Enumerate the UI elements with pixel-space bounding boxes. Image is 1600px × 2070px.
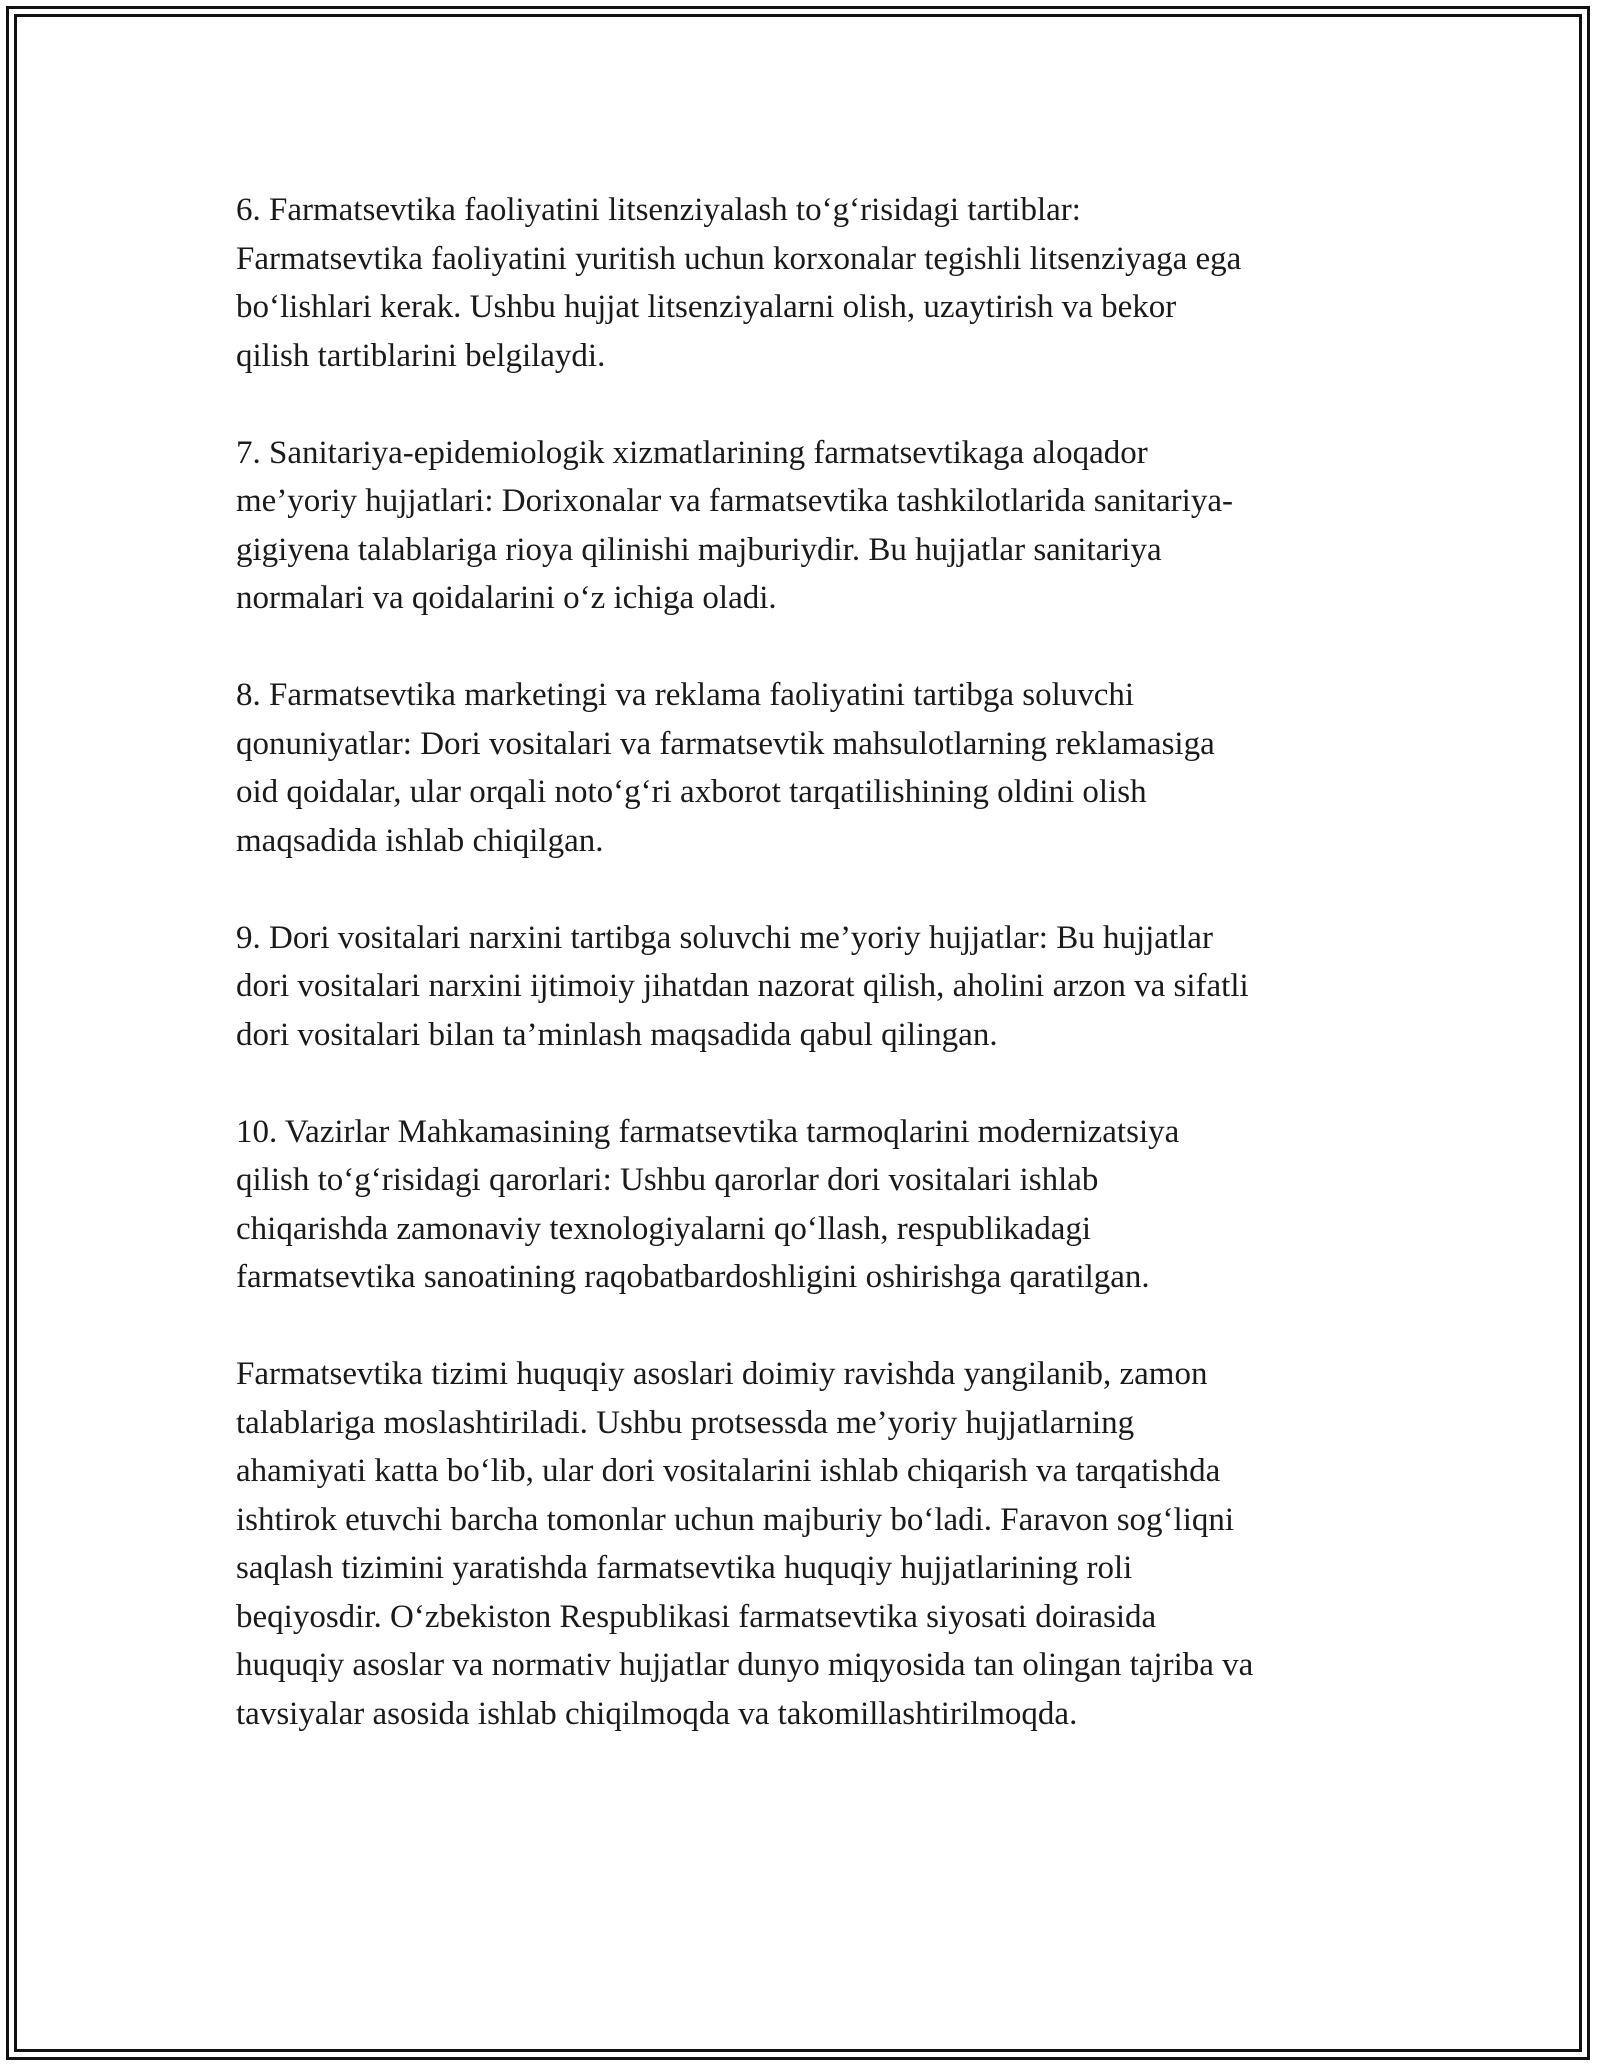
- text-line: huquqiy asoslar va normativ hujjatlar dunyo miqyosida tan olingan tajriba va: [236, 1647, 1254, 1683]
- text-line: 7. Sanitariya-epidemiologik xizmatlarining farmatsevtikaga aloqador: [236, 434, 1148, 471]
- text-line: ahamiyati katta bo‘lib, ular dori vositalarini ishlab chiqarish va tarqatishda: [236, 1453, 1221, 1489]
- text-line: dori vositalari bilan ta’minlash maqsadida qabul qilingan.: [236, 1016, 998, 1053]
- text-line: maqsadida ishlab chiqilgan.: [236, 822, 604, 859]
- paragraph-item-8: [236, 671, 1386, 865]
- paragraph-conclusion: [236, 1350, 1386, 1738]
- text-line: saqlash tizimini yaratishda farmatsevtika huquqiy hujjatlarining roli: [236, 1550, 1133, 1586]
- text-line: talablariga moslashtiriladi. Ushbu protsessda me’yoriy hujjatlarning: [236, 1404, 1135, 1441]
- text-line: qilish to‘g‘risidagi qarorlari: Ushbu qarorlar dori vositalari ishlab: [236, 1162, 1099, 1198]
- text-line: Farmatsevtika tizimi huquqiy asoslari doimiy ravishda yangilanib, zamon: [236, 1356, 1208, 1392]
- text-line: 6. Farmatsevtika faoliyatini litsenziyalash to‘g‘risidagi tartiblar:: [236, 192, 1081, 228]
- text-line: qonuniyatlar: Dori vositalari va farmatsevtik mahsulotlarning reklamasiga: [236, 725, 1215, 762]
- text-line: 9. Dori vositalari narxini tartibga soluvchi me’yoriy hujjatlar: Bu hujjatlar: [236, 919, 1213, 956]
- paragraph-item-7: [236, 429, 1386, 623]
- paragraph-item-10: [236, 1108, 1386, 1302]
- text-line: beqiyosdir. O‘zbekiston Respublikasi farmatsevtika siyosati doirasida: [236, 1598, 1157, 1635]
- paragraph-item-9: [236, 914, 1386, 1060]
- text-line: bo‘lishlari kerak. Ushbu hujjat litsenziyalarni olish, uzaytirish va bekor: [236, 289, 1177, 325]
- text-line: dori vositalari narxini ijtimoiy jihatdan nazorat qilish, aholini arzon va sifatli: [236, 968, 1249, 1004]
- text-line: chiqarishda zamonaviy texnologiyalarni qo‘llash, respublikadagi: [236, 1210, 1092, 1247]
- text-line: 8. Farmatsevtika marketingi va reklama faoliyatini tartibga soluvchi: [236, 677, 1135, 713]
- paragraph-item-6: [236, 186, 1386, 380]
- text-line: gigiyena talablariga rioya qilinishi majburiydir. Bu hujjatlar sanitariya: [236, 531, 1162, 568]
- text-line: tavsiyalar asosida ishlab chiqilmoqda va takomillashtirilmoqda.: [236, 1695, 1078, 1732]
- text-line: normalari va qoidalarini o‘z ichiga oladi.: [236, 580, 777, 616]
- text-line: oid qoidalar, ular orqali noto‘g‘ri axborot tarqatilishining oldini olish: [236, 774, 1147, 810]
- text-line: qilish tartiblarini belgilaydi.: [236, 337, 606, 374]
- text-line: 10. Vazirlar Mahkamasining farmatsevtika tarmoqlarini modernizatsiya: [236, 1113, 1180, 1150]
- document-body: [236, 186, 1386, 1787]
- text-line: farmatsevtika sanoatining raqobatbardoshligini oshirishga qaratilgan.: [236, 1259, 1150, 1295]
- text-line: me’yoriy hujjatlari: Dorixonalar va farmatsevtika tashkilotlarida sanitariya-: [236, 483, 1233, 519]
- text-line: ishtirok etuvchi barcha tomonlar uchun majburiy bo‘ladi. Faravon sog‘liqni: [236, 1501, 1235, 1538]
- text-line: Farmatsevtika faoliyatini yuritish uchun korxonalar tegishli litsenziyaga ega: [236, 240, 1242, 277]
